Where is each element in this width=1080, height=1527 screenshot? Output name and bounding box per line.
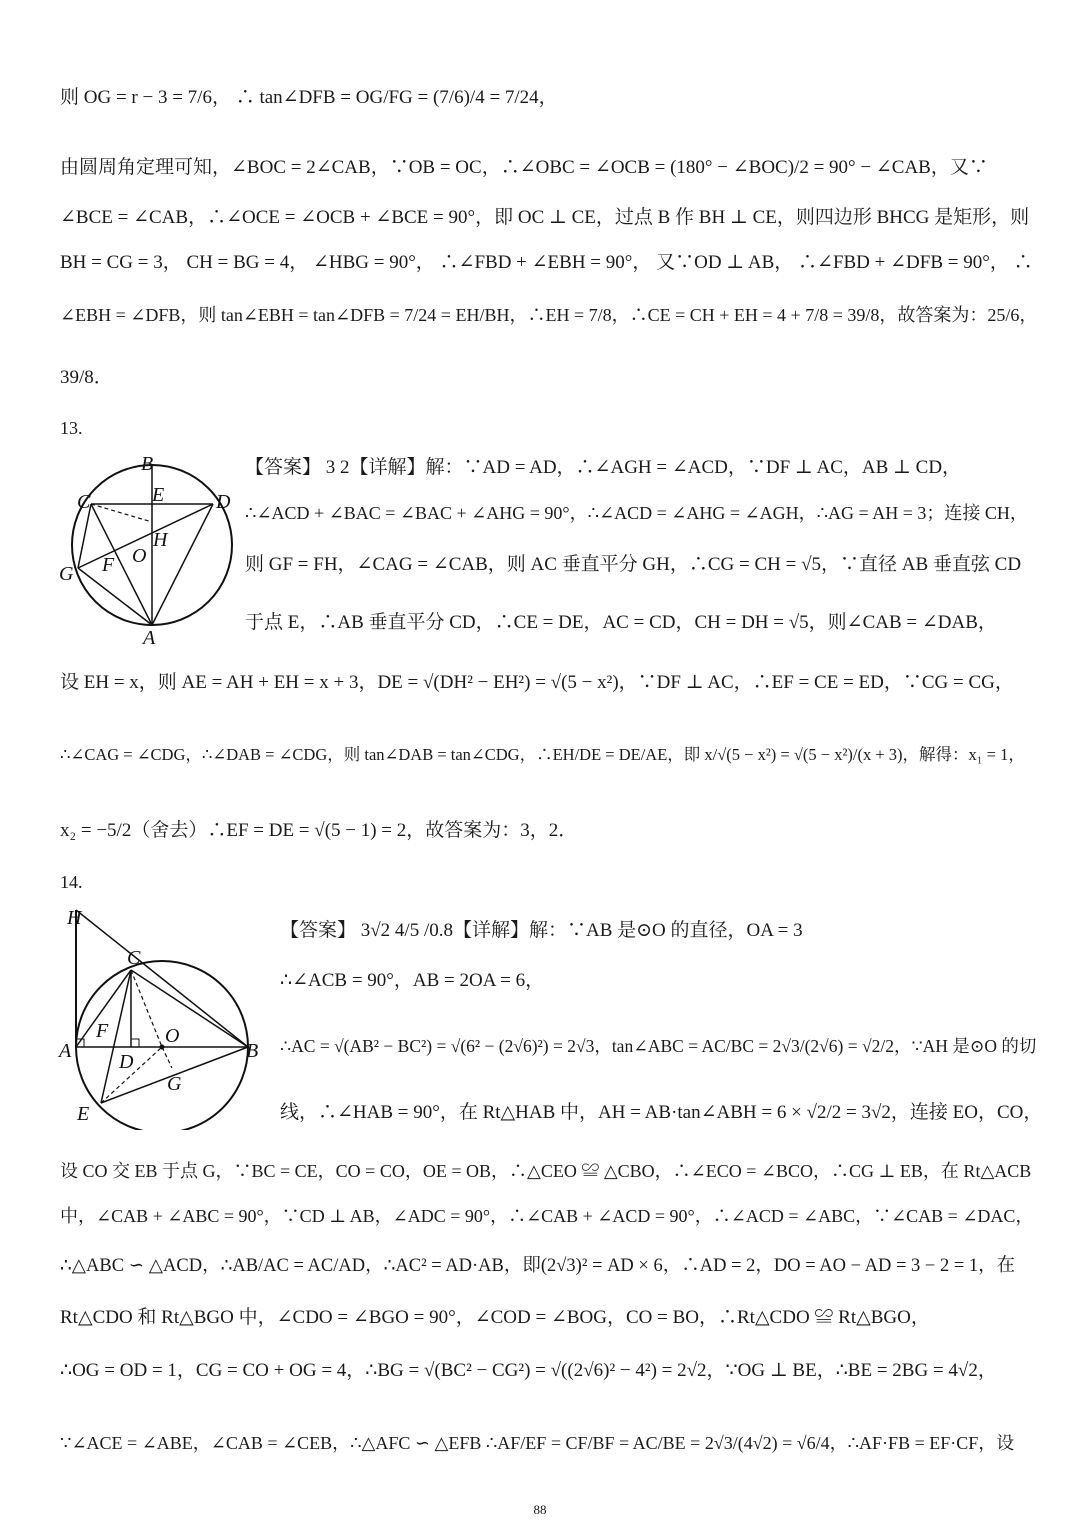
fig14-label: C <box>127 947 141 969</box>
text-line: 39/8． <box>60 367 113 388</box>
fig14-label: O <box>165 1025 180 1047</box>
text-line: ∴∠ACB = 90°，AB = 2OA = 6， <box>280 970 545 991</box>
fig14-label: F <box>96 1020 109 1042</box>
text-line: x₂ = −5/2（舍去）∴EF = DE = √(5 − 1) = 2，故答案为：3，2． <box>60 820 578 841</box>
text-line: 于点 E，∴AB 垂直平分 CD，∴CE = DE，AC = CD，CH = DH = √5，则∠CAB = ∠DAB， <box>245 612 997 633</box>
text-line: ∴∠CAG = ∠CDG，∴∠DAB = ∠CDG，则 tan∠DAB = tan∠CDG，∴EH/DE = DE/AE，即 x/√(5 − x²) = √(5 − x²)/(x + 3)，解得：x₁ = 1， <box>60 745 1025 764</box>
text-line: ∠EBH = ∠DFB，则 tan∠EBH = tan∠DFB = 7/24 = EH/BH，∴EH = 7/8，∴CE = CH + EH = 4 + 7/8 = 39/8，故答案为：25/6， <box>60 305 1038 325</box>
page-number: 88 <box>533 1502 547 1517</box>
text-line: ∴△ABC ∽ △ACD，∴AB/AC = AC/AD，∴AC² = AD·AB，即(2√3)² = AD × 6，∴AD = 2，DO = AO − AD = 3 − 2 = 1，在 <box>60 1256 1016 1276</box>
fig13-label: G <box>59 563 74 585</box>
text-line: 中，∠CAB + ∠ABC = 90°，∵CD ⊥ AB，∠ADC = 90°，∴∠CAB + ∠ACD = 90°，∴∠ACD = ∠ABC，∵∠CAB = ∠DAC， <box>60 1206 1034 1226</box>
fig13-label: F <box>102 554 115 576</box>
text-line: 设 EH = x，则 AE = AH + EH = x + 3，DE = √(DH² − EH²) = √(5 − x²)，∵DF ⊥ AC，∴EF = CE = ED，∵CG = CG， <box>60 672 1014 693</box>
text-line: BH = CG = 3， CH = BG = 4， ∠HBG = 90°， ∴∠FBD + ∠EBH = 90°， 又∵OD ⊥ AB， ∴∠FBD + ∠DFB = 90°， ∴ <box>60 252 1033 273</box>
text-line: 则 GF = FH，∠CAG = ∠CAB，则 AC 垂直平分 GH，∴CG = CH = √5，∵直径 AB 垂直弦 CD <box>245 554 1022 575</box>
text-line: ∴AC = √(AB² − BC²) = √(6² − (2√6)²) = 2√3，tan∠ABC = AC/BC = 2√3/(2√6) = √2/2，∵AH 是⊙O 的切 <box>280 1036 1037 1056</box>
fig14-label: B <box>246 1040 259 1062</box>
text-line: 【答案】 3 2【详解】解：∵AD = AD，∴∠AGH = ∠ACD，∵DF ⊥ AC，AB ⊥ CD， <box>245 457 962 478</box>
text-line: 则 OG = r − 3 = 7/6， ∴ tan∠DFB = OG/FG = (7/6)/4 = 7/24， <box>60 87 558 108</box>
text-line: 设 CO 交 EB 于点 G，∵BC = CE，CO = CO，OE = OB，∴△CEO ≌ △CBO，∴∠ECO = ∠BCO，∴CG ⊥ EB，在 Rt△ACB <box>60 1161 1032 1181</box>
fig14-label: D <box>119 1051 134 1073</box>
fig13-label: B <box>141 453 154 475</box>
fig13-label: E <box>152 484 165 506</box>
fig14-label: A <box>59 1040 72 1062</box>
fig13-label: O <box>132 545 147 567</box>
text-line: ∴∠ACD + ∠BAC = ∠BAC + ∠AHG = 90°，∴∠ACD = ∠AHG = ∠AGH，∴AG = AH = 3；连接 CH， <box>245 503 1028 523</box>
text-line: ∠BCE = ∠CAB，∴∠OCE = ∠OCB + ∠BCE = 90°，即 OC ⊥ CE，过点 B 作 BH ⊥ CE，则四边形 BHCG 是矩形，则 <box>60 207 1030 228</box>
text-line: 【答案】 3√2 4/5 /0.8【详解】解：∵AB 是⊙O 的直径，OA = 3 <box>280 920 803 941</box>
text-line: ∴OG = OD = 1，CG = CO + OG = 4，∴BG = √(BC² − CG²) = √((2√6)² − 4²) = 2√2，∵OG ⊥ BE，∴BE = 2BG = 4√2， <box>60 1360 997 1381</box>
fig13-label: A <box>143 627 156 649</box>
figure-14 <box>55 900 270 1130</box>
text-line: Rt△CDO 和 Rt△BGO 中，∠CDO = ∠BGO = 90°，∠COD = ∠BOG，CO = BO，∴Rt△CDO ≌ Rt△BGO， <box>60 1307 930 1328</box>
fig13-label: C <box>77 491 91 513</box>
text-line: 线，∴∠HAB = 90°，在 Rt△HAB 中，AH = AB·tan∠ABH = 6 × √2/2 = 3√2，连接 EO，CO， <box>280 1102 1043 1123</box>
fig14-label: G <box>167 1073 182 1095</box>
text-line: 由圆周角定理可知，∠BOC = 2∠CAB，∵OB = OC，∴∠OBC = ∠OCB = (180° − ∠BOC)/2 = 90° − ∠CAB，又∵ <box>60 157 988 178</box>
text-line: ∵∠ACE = ∠ABE，∠CAB = ∠CEB，∴△AFC ∽ △EFB ∴AF/EF = CF/BF = AC/BE = 2√3/(4√2) = √6/4，∴AF·FB = EF·CF，设 <box>60 1433 1015 1453</box>
fig14-label: H <box>67 907 82 929</box>
question-number-14: 14. <box>60 872 83 892</box>
question-number-13: 13. <box>60 418 83 438</box>
fig13-label: H <box>153 529 168 551</box>
fig14-label: E <box>77 1103 90 1125</box>
figure-13 <box>55 450 255 650</box>
fig13-label: D <box>216 491 231 513</box>
